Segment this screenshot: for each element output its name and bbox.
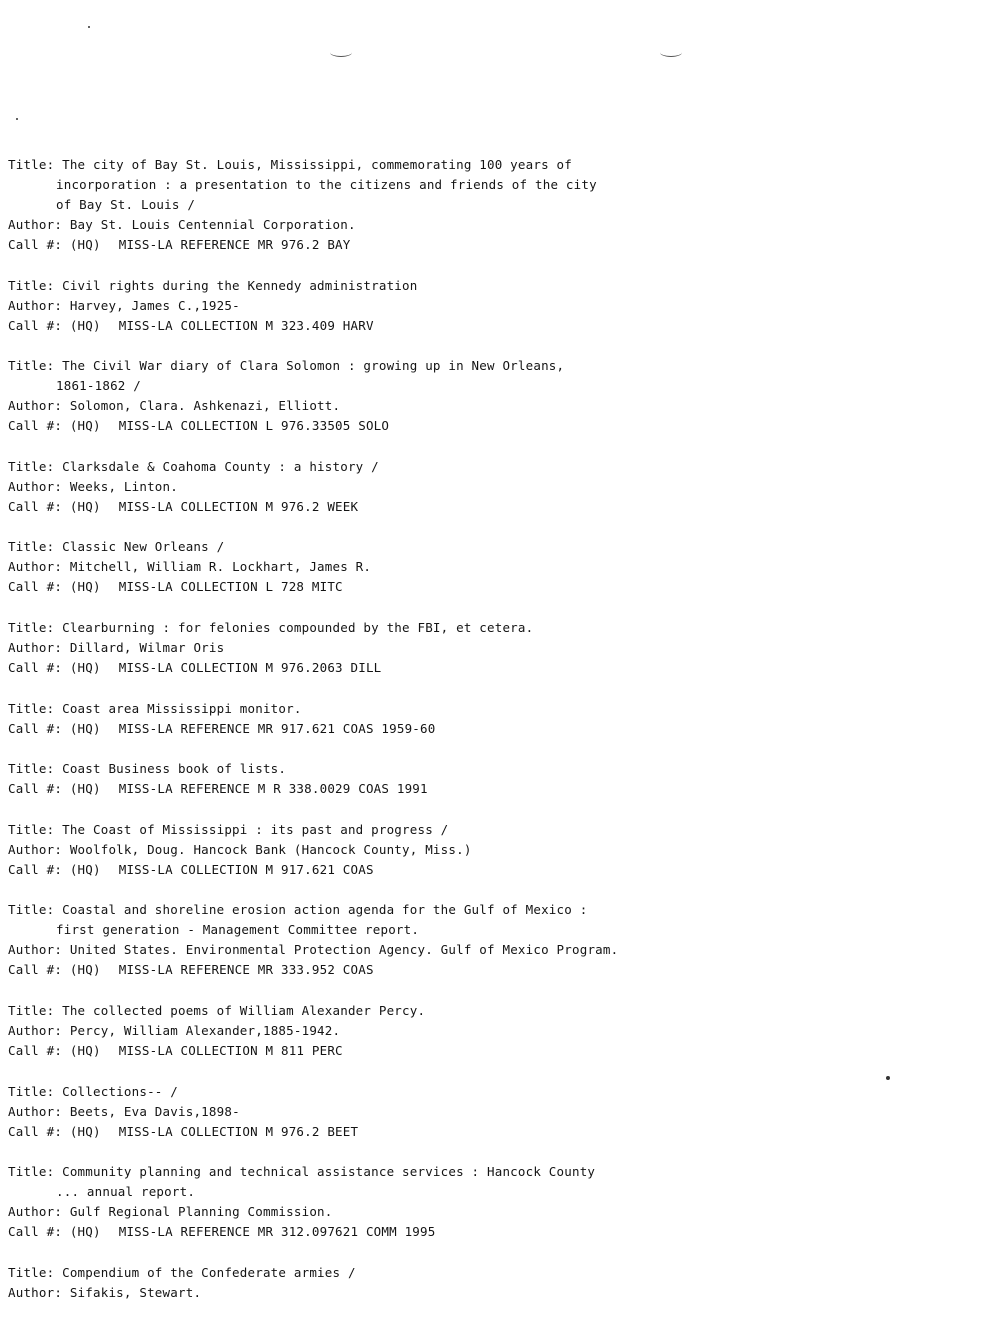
scan-mark	[330, 48, 352, 57]
catalog-entry	[8, 699, 708, 739]
call-number-line	[8, 577, 708, 597]
call-number-label: Call #:	[8, 1123, 63, 1139]
title-text: incorporation : a presentation to the citizens and friends of the city	[56, 177, 597, 192]
call-number-line	[8, 235, 708, 255]
author-text: Percy, William Alexander,1885-1942.	[69, 1022, 341, 1038]
author-label: Author:	[8, 398, 63, 414]
call-number-text: MISS-LA REFERENCE M R 338.0029 COAS 1991	[118, 781, 428, 797]
call-number-text: MISS-LA REFERENCE MR 312.097621 COMM 1995	[118, 1224, 436, 1240]
call-number-label: Call #:	[8, 237, 63, 252]
catalog-entry	[8, 356, 708, 436]
title-line	[8, 276, 708, 296]
title-label: Title:	[8, 902, 55, 918]
author-text: Solomon, Clara. Ashkenazi, Elliott.	[69, 398, 341, 414]
call-number-text: MISS-LA COLLECTION M 976.2 BEET	[118, 1123, 359, 1139]
title-line	[8, 820, 708, 840]
catalog-entry	[8, 759, 708, 799]
call-number-line	[8, 860, 708, 880]
call-number-line	[8, 719, 708, 739]
title-line	[8, 1263, 708, 1283]
call-number-text: MISS-LA REFERENCE MR 976.2 BAY	[118, 237, 351, 252]
catalog-entry	[8, 1001, 708, 1061]
title-text: The collected poems of William Alexander Percy.	[62, 1002, 426, 1018]
author-line	[8, 638, 708, 658]
call-number-line	[8, 1122, 708, 1142]
title-text: Clearburning : for felonies compounded by the FBI, et cetera.	[62, 619, 534, 635]
author-label: Author:	[8, 942, 63, 958]
author-label: Author:	[8, 559, 63, 575]
call-number-label: Call #:	[8, 962, 63, 978]
call-number-text: MISS-LA COLLECTION M 811 PERC	[118, 1042, 343, 1058]
call-number-line	[8, 658, 708, 678]
title-continuation	[8, 376, 708, 396]
catalog-entry	[8, 537, 708, 597]
catalog-entry	[8, 1263, 708, 1303]
title-line	[8, 155, 708, 175]
call-number-label: Call #:	[8, 861, 63, 877]
location-code: (HQ)	[69, 962, 101, 978]
scan-speck	[886, 1076, 890, 1080]
title-label: Title:	[8, 1264, 55, 1280]
catalog-entry	[8, 1162, 708, 1242]
author-text: Woolfolk, Doug. Hancock Bank (Hancock County, Miss.)	[69, 841, 472, 857]
title-text: The city of Bay St. Louis, Mississippi, commemorating 100 years of	[62, 157, 572, 172]
title-label: Title:	[8, 700, 55, 716]
author-line	[8, 940, 708, 960]
location-code: (HQ)	[69, 861, 101, 877]
author-line	[8, 1102, 708, 1122]
call-number-label: Call #:	[8, 579, 63, 595]
title-text: Community planning and technical assistance services : Hancock County	[62, 1164, 596, 1180]
call-number-line	[8, 779, 708, 799]
title-continuation	[8, 195, 708, 215]
title-text: Collections-- /	[62, 1083, 178, 1099]
call-number-label: Call #:	[8, 1224, 63, 1240]
author-label: Author:	[8, 841, 63, 857]
call-number-line	[8, 497, 708, 517]
author-text: Harvey, James C.,1925-	[69, 297, 240, 313]
call-number-line	[8, 316, 708, 336]
title-label: Title:	[8, 761, 55, 777]
author-line	[8, 1202, 708, 1222]
call-number-text: MISS-LA COLLECTION M 976.2 WEEK	[118, 498, 359, 514]
title-line	[8, 457, 708, 477]
catalog-entry-list	[8, 155, 708, 1323]
author-text: Weeks, Linton.	[69, 478, 178, 494]
author-line	[8, 840, 708, 860]
call-number-label: Call #:	[8, 498, 63, 514]
author-label: Author:	[8, 639, 63, 655]
title-text: The Civil War diary of Clara Solomon : growing up in New Orleans,	[62, 358, 565, 374]
title-label: Title:	[8, 1083, 55, 1099]
call-number-text: MISS-LA COLLECTION M 323.409 HARV	[118, 317, 374, 333]
title-text: Compendium of the Confederate armies /	[62, 1264, 356, 1280]
catalog-entry	[8, 1082, 708, 1142]
title-text: Coast area Mississippi monitor.	[62, 700, 302, 716]
author-line	[8, 557, 708, 577]
title-line	[8, 759, 708, 779]
catalog-entry	[8, 457, 708, 517]
catalog-entry	[8, 900, 708, 980]
author-label: Author:	[8, 1103, 63, 1119]
author-line	[8, 477, 708, 497]
author-label: Author:	[8, 1022, 63, 1038]
author-label: Author:	[8, 1204, 63, 1220]
title-line	[8, 900, 708, 920]
catalog-entry	[8, 155, 708, 255]
location-code: (HQ)	[69, 720, 101, 736]
scan-mark	[660, 48, 682, 57]
title-text: of Bay St. Louis /	[56, 197, 196, 212]
title-label: Title:	[8, 277, 55, 293]
call-number-text: MISS-LA COLLECTION L 976.33505 SOLO	[118, 418, 390, 434]
title-label: Title:	[8, 539, 55, 555]
title-continuation	[8, 175, 708, 195]
call-number-text: MISS-LA COLLECTION L 728 MITC	[118, 579, 343, 595]
title-label: Title:	[8, 358, 55, 374]
title-line	[8, 618, 708, 638]
call-number-label: Call #:	[8, 418, 63, 434]
location-code: (HQ)	[69, 237, 101, 252]
author-line	[8, 396, 708, 416]
catalog-entry	[8, 276, 708, 336]
title-text: Clarksdale & Coahoma County : a history /	[62, 458, 379, 474]
location-code: (HQ)	[69, 1224, 101, 1240]
scan-speck	[88, 26, 90, 28]
author-label: Author:	[8, 217, 63, 232]
call-number-text: MISS-LA REFERENCE MR 917.621 COAS 1959-60	[118, 720, 436, 736]
author-text: Sifakis, Stewart.	[69, 1284, 202, 1300]
catalog-entry	[8, 618, 708, 678]
location-code: (HQ)	[69, 659, 101, 675]
author-label: Author:	[8, 1284, 63, 1300]
call-number-text: MISS-LA COLLECTION M 976.2063 DILL	[118, 659, 382, 675]
author-text: Mitchell, William R. Lockhart, James R.	[69, 559, 372, 575]
title-text: ... annual report.	[56, 1184, 196, 1200]
call-number-label: Call #:	[8, 317, 63, 333]
location-code: (HQ)	[69, 1042, 101, 1058]
title-text: Classic New Orleans /	[62, 539, 225, 555]
title-label: Title:	[8, 157, 55, 172]
title-label: Title:	[8, 458, 55, 474]
title-label: Title:	[8, 619, 55, 635]
title-line	[8, 1162, 708, 1182]
author-line	[8, 1021, 708, 1041]
title-text: 1861-1862 /	[56, 378, 141, 394]
call-number-text: MISS-LA COLLECTION M 917.621 COAS	[118, 861, 374, 877]
call-number-label: Call #:	[8, 720, 63, 736]
title-text: The Coast of Mississippi : its past and progress /	[62, 821, 449, 837]
author-text: Bay St. Louis Centennial Corporation.	[69, 217, 356, 232]
author-text: United States. Environmental Protection Agency. Gulf of Mexico Program.	[69, 942, 619, 958]
location-code: (HQ)	[69, 317, 101, 333]
scan-speck	[16, 118, 18, 120]
catalog-entry	[8, 820, 708, 880]
author-line	[8, 215, 708, 235]
author-line	[8, 1283, 708, 1303]
call-number-line	[8, 1041, 708, 1061]
title-continuation	[8, 920, 708, 940]
call-number-line	[8, 1222, 708, 1242]
title-line	[8, 699, 708, 719]
title-label: Title:	[8, 821, 55, 837]
location-code: (HQ)	[69, 579, 101, 595]
title-text: Civil rights during the Kennedy administration	[62, 277, 418, 293]
title-line	[8, 1082, 708, 1102]
location-code: (HQ)	[69, 781, 101, 797]
author-text: Beets, Eva Davis,1898-	[69, 1103, 240, 1119]
title-line	[8, 537, 708, 557]
location-code: (HQ)	[69, 498, 101, 514]
location-code: (HQ)	[69, 1123, 101, 1139]
author-label: Author:	[8, 478, 63, 494]
title-line	[8, 1001, 708, 1021]
call-number-line	[8, 416, 708, 436]
title-text: first generation - Management Committee report.	[56, 922, 420, 938]
title-label: Title:	[8, 1164, 55, 1180]
call-number-label: Call #:	[8, 1042, 63, 1058]
title-line	[8, 356, 708, 376]
title-text: Coastal and shoreline erosion action agenda for the Gulf of Mexico :	[62, 902, 588, 918]
title-label: Title:	[8, 1002, 55, 1018]
author-text: Gulf Regional Planning Commission.	[69, 1204, 333, 1220]
location-code: (HQ)	[69, 418, 101, 434]
call-number-text: MISS-LA REFERENCE MR 333.952 COAS	[118, 962, 374, 978]
call-number-label: Call #:	[8, 659, 63, 675]
call-number-line	[8, 960, 708, 980]
title-text: Coast Business book of lists.	[62, 761, 287, 777]
call-number-label: Call #:	[8, 781, 63, 797]
author-line	[8, 296, 708, 316]
author-label: Author:	[8, 297, 63, 313]
author-text: Dillard, Wilmar Oris	[69, 639, 225, 655]
title-continuation	[8, 1182, 708, 1202]
